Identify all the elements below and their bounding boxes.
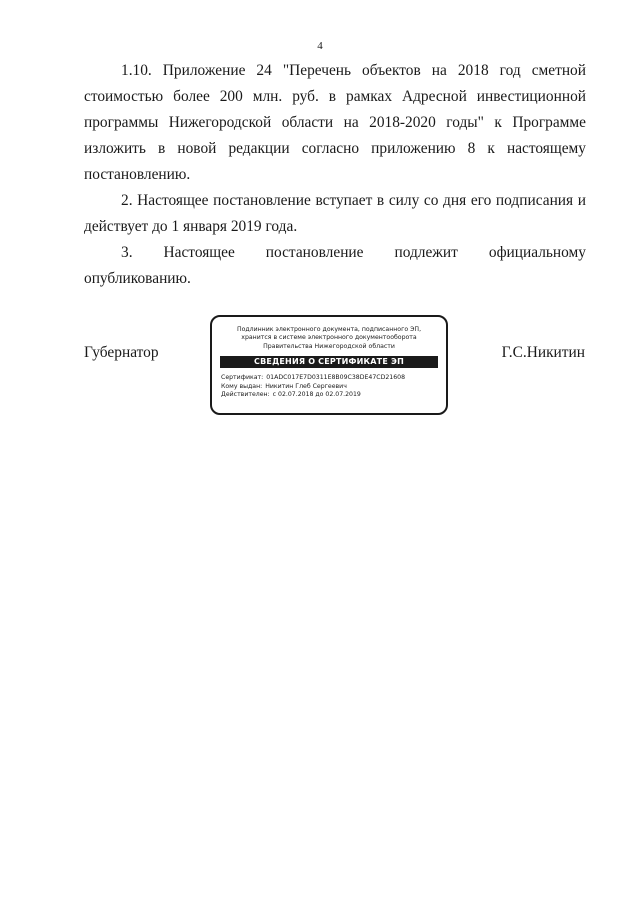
valid-row [221,391,446,400]
paragraph-3: 3. Настоящее постановление подлежит официальному опубликованию. [84,244,586,287]
paragraph-1-10: 1.10. Приложение 24 "Перечень объектов на 2018 год сметной стоимостью более 200 млн. руб. в рамках Адресной инвестиционной программы Нижегородской области на 2018-2020 годы" к Программе изложить в новой редакции согласно приложению 8 к настоящему постановлению. [84,62,586,183]
valid-value: с 02.07.2018 до 02.07.2019 [272,391,361,399]
stamp-header-line: Подлинник электронного документа, подписанного ЭП, [236,326,422,333]
document-body [84,58,586,292]
stamp-header [212,326,446,351]
stamp-details [221,374,446,400]
electronic-signature-stamp [210,315,448,415]
issued-to-label: Кому выдан: [221,382,263,390]
certificate-label: Сертификат: [221,374,264,382]
valid-label: Действителен: [221,391,270,399]
issued-to-value: Никитин Глеб Сергеевич [265,382,347,390]
paragraph-2: 2. Настоящее постановление вступает в силу со дня его подписания и действует до 1 января 2019 года. [84,192,586,235]
stamp-header-line: хранится в системе электронного документооборота [241,334,417,342]
certificate-row [221,374,446,383]
page-number: 4 [317,40,323,52]
stamp-certificate-banner: СВЕДЕНИЯ О СЕРТИФИКАТЕ ЭП [220,356,438,368]
signer-title: Губернатор [84,344,159,361]
stamp-header-line: Правительства Нижегородской области [263,342,395,350]
certificate-value: 01ADC017E7D0311E8B09C38DE47CD21608 [266,374,406,382]
signer-name: Г.С.Никитин [501,344,585,361]
